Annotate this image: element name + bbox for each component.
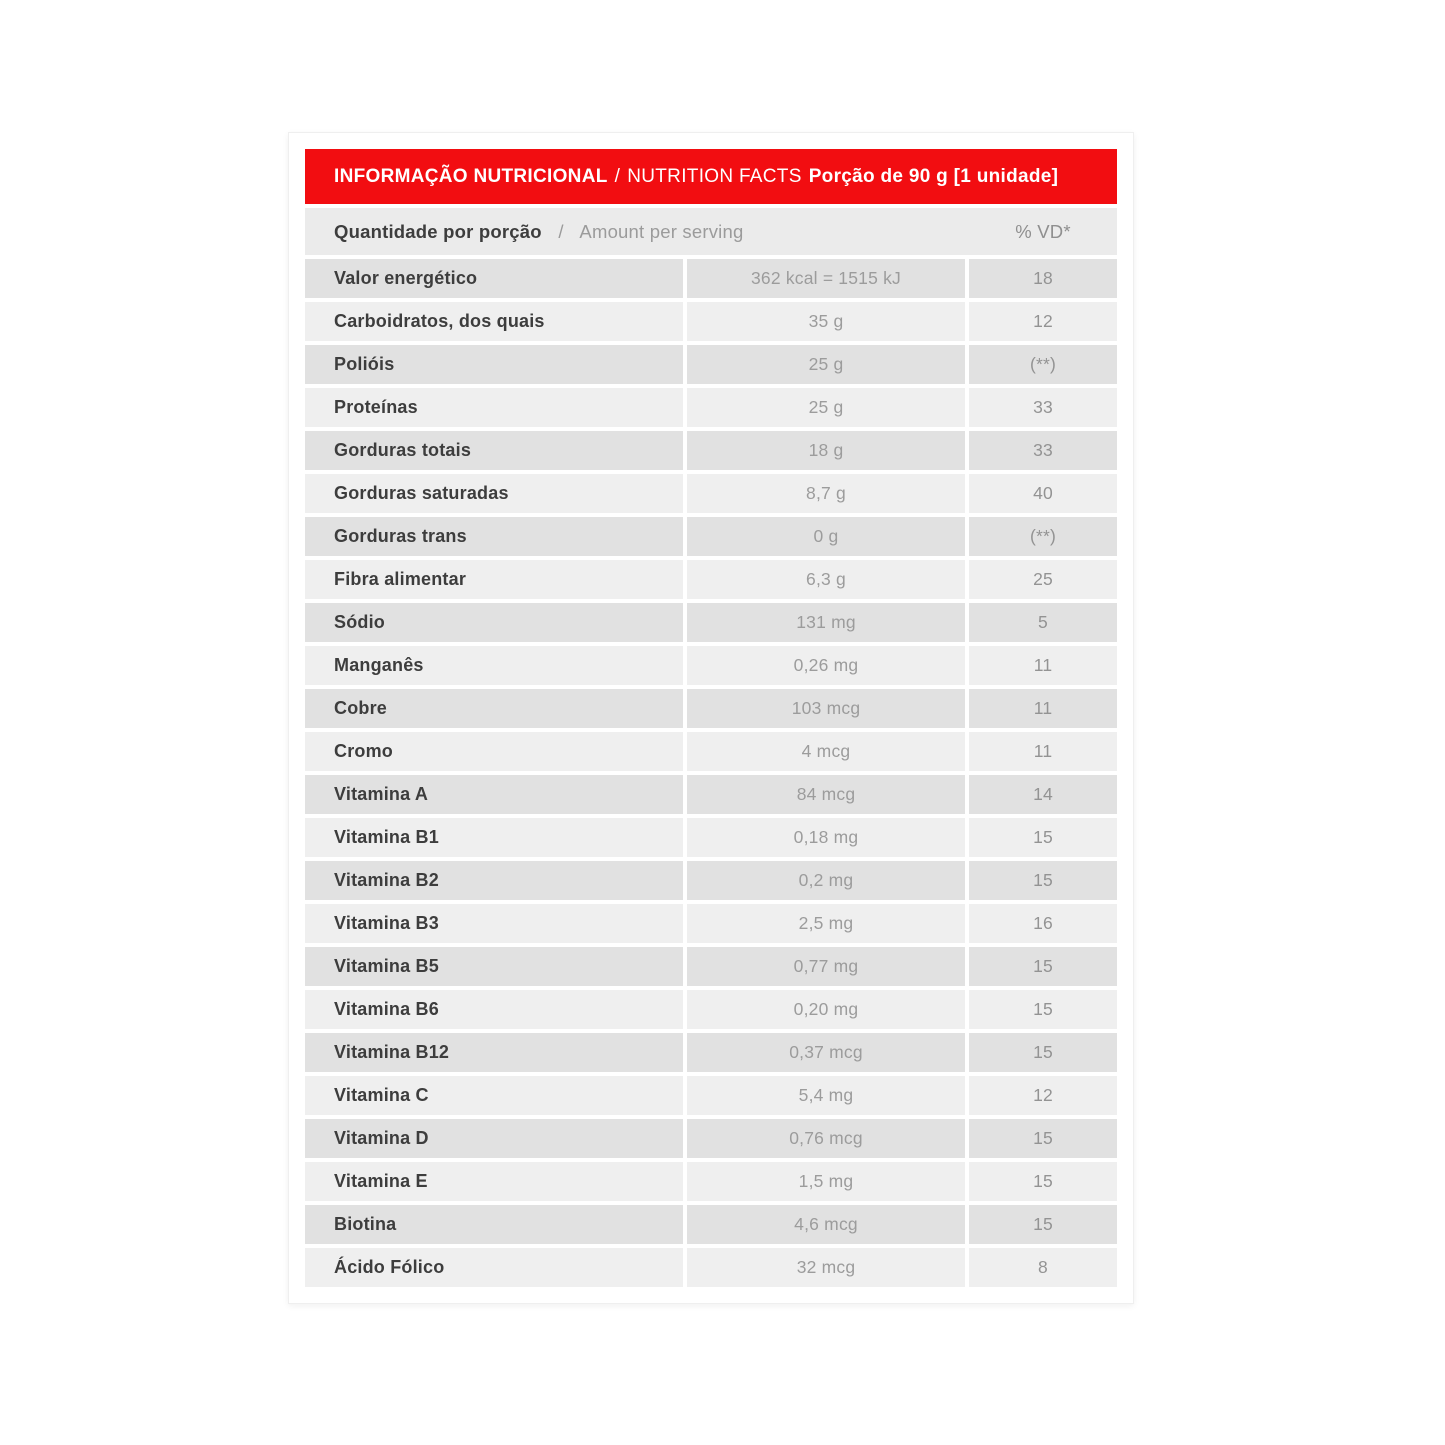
nutrient-amount: 103 mcg (687, 689, 965, 728)
serving-size: Porção de 90 g [1 unidade] (808, 165, 1059, 187)
table-row (305, 560, 1117, 599)
nutrient-amount: 5,4 mg (687, 1076, 965, 1115)
nutrient-dv: 25 (969, 560, 1117, 599)
nutrient-amount: 0,77 mg (687, 947, 965, 986)
nutrient-name: Vitamina B3 (305, 904, 683, 943)
nutrient-dv: 15 (969, 1205, 1117, 1244)
title-en: NUTRITION FACTS (627, 165, 802, 187)
title-pt: INFORMAÇÃO NUTRICIONAL (334, 165, 608, 187)
nutrient-amount: 0,2 mg (687, 861, 965, 900)
nutrient-amount: 4 mcg (687, 732, 965, 771)
table-row (305, 345, 1117, 384)
nutrient-amount: 0 g (687, 517, 965, 556)
nutrient-dv: 11 (969, 646, 1117, 685)
nutrient-name: Sódio (305, 603, 683, 642)
table-row (305, 775, 1117, 814)
nutrient-name: Biotina (305, 1205, 683, 1244)
table-row (305, 259, 1117, 298)
table-row (305, 947, 1117, 986)
nutrient-dv: 5 (969, 603, 1117, 642)
subheader-divider: / (558, 220, 564, 242)
table-row (305, 603, 1117, 642)
nutrient-dv: 11 (969, 689, 1117, 728)
nutrient-dv: 11 (969, 732, 1117, 771)
nutrient-dv: 15 (969, 990, 1117, 1029)
title-divider: / (614, 165, 621, 187)
nutrient-name: Cromo (305, 732, 683, 771)
nutrient-dv: 12 (969, 302, 1117, 341)
table-row (305, 517, 1117, 556)
nutrient-amount: 0,26 mg (687, 646, 965, 685)
nutrient-amount: 131 mg (687, 603, 965, 642)
table-row (305, 431, 1117, 470)
nutrient-amount: 362 kcal = 1515 kJ (687, 259, 965, 298)
table-row (305, 689, 1117, 728)
nutrient-dv: 15 (969, 1162, 1117, 1201)
nutrient-name: Vitamina D (305, 1119, 683, 1158)
nutrient-dv: 40 (969, 474, 1117, 513)
nutrition-rows (305, 259, 1117, 1287)
nutrient-name: Proteínas (305, 388, 683, 427)
nutrient-name: Vitamina B5 (305, 947, 683, 986)
nutrient-name: Vitamina B2 (305, 861, 683, 900)
amount-per-serving-label (305, 221, 969, 243)
nutrient-amount: 0,18 mg (687, 818, 965, 857)
nutrient-amount: 6,3 g (687, 560, 965, 599)
subheader-pt: Quantidade por porção (334, 220, 542, 242)
subheader-en: Amount per serving (579, 220, 744, 242)
nutrient-amount: 32 mcg (687, 1248, 965, 1287)
nutrient-dv: 33 (969, 388, 1117, 427)
table-row (305, 818, 1117, 857)
table-row (305, 1033, 1117, 1072)
nutrient-name: Fibra alimentar (305, 560, 683, 599)
table-row (305, 904, 1117, 943)
nutrient-amount: 0,76 mcg (687, 1119, 965, 1158)
table-row (305, 388, 1117, 427)
nutrient-dv: 14 (969, 775, 1117, 814)
nutrient-name: Manganês (305, 646, 683, 685)
table-row (305, 302, 1117, 341)
nutrient-dv: 15 (969, 818, 1117, 857)
table-row (305, 1248, 1117, 1287)
nutrient-dv: (**) (969, 517, 1117, 556)
nutrient-dv: 15 (969, 1119, 1117, 1158)
nutrient-name: Ácido Fólico (305, 1248, 683, 1287)
nutrient-name: Gorduras saturadas (305, 474, 683, 513)
nutrient-amount: 8,7 g (687, 474, 965, 513)
nutrient-dv: (**) (969, 345, 1117, 384)
daily-value-column-header: % VD* (1015, 220, 1071, 242)
nutrient-name: Gorduras totais (305, 431, 683, 470)
nutrient-amount: 25 g (687, 345, 965, 384)
nutrient-name: Vitamina B12 (305, 1033, 683, 1072)
nutrient-dv: 15 (969, 1033, 1117, 1072)
nutrient-dv: 15 (969, 861, 1117, 900)
nutrient-name: Vitamina A (305, 775, 683, 814)
nutrient-name: Vitamina E (305, 1162, 683, 1201)
table-row (305, 646, 1117, 685)
nutrient-name: Vitamina B1 (305, 818, 683, 857)
nutrient-dv: 15 (969, 947, 1117, 986)
table-row (305, 990, 1117, 1029)
table-subheader-row (305, 208, 1117, 255)
nutrient-name: Vitamina C (305, 1076, 683, 1115)
nutrient-dv: 16 (969, 904, 1117, 943)
nutrient-amount: 84 mcg (687, 775, 965, 814)
nutrient-dv: 33 (969, 431, 1117, 470)
table-row (305, 1162, 1117, 1201)
table-row (305, 1076, 1117, 1115)
table-row (305, 861, 1117, 900)
nutrient-amount: 0,37 mcg (687, 1033, 965, 1072)
nutrient-dv: 12 (969, 1076, 1117, 1115)
nutrient-name: Cobre (305, 689, 683, 728)
table-row (305, 474, 1117, 513)
nutrient-amount: 2,5 mg (687, 904, 965, 943)
table-title-band (305, 149, 1117, 204)
nutrient-amount: 25 g (687, 388, 965, 427)
table-row (305, 1205, 1117, 1244)
nutrient-name: Polióis (305, 345, 683, 384)
nutrient-name: Valor energético (305, 259, 683, 298)
nutrient-name: Gorduras trans (305, 517, 683, 556)
nutrient-amount: 35 g (687, 302, 965, 341)
table-row (305, 732, 1117, 771)
nutrition-facts-card (288, 132, 1134, 1304)
table-row (305, 1119, 1117, 1158)
nutrient-amount: 18 g (687, 431, 965, 470)
nutrient-name: Carboidratos, dos quais (305, 302, 683, 341)
nutrient-amount: 0,20 mg (687, 990, 965, 1029)
nutrient-amount: 1,5 mg (687, 1162, 965, 1201)
nutrient-dv: 8 (969, 1248, 1117, 1287)
nutrient-amount: 4,6 mcg (687, 1205, 965, 1244)
nutrient-name: Vitamina B6 (305, 990, 683, 1029)
nutrient-dv: 18 (969, 259, 1117, 298)
